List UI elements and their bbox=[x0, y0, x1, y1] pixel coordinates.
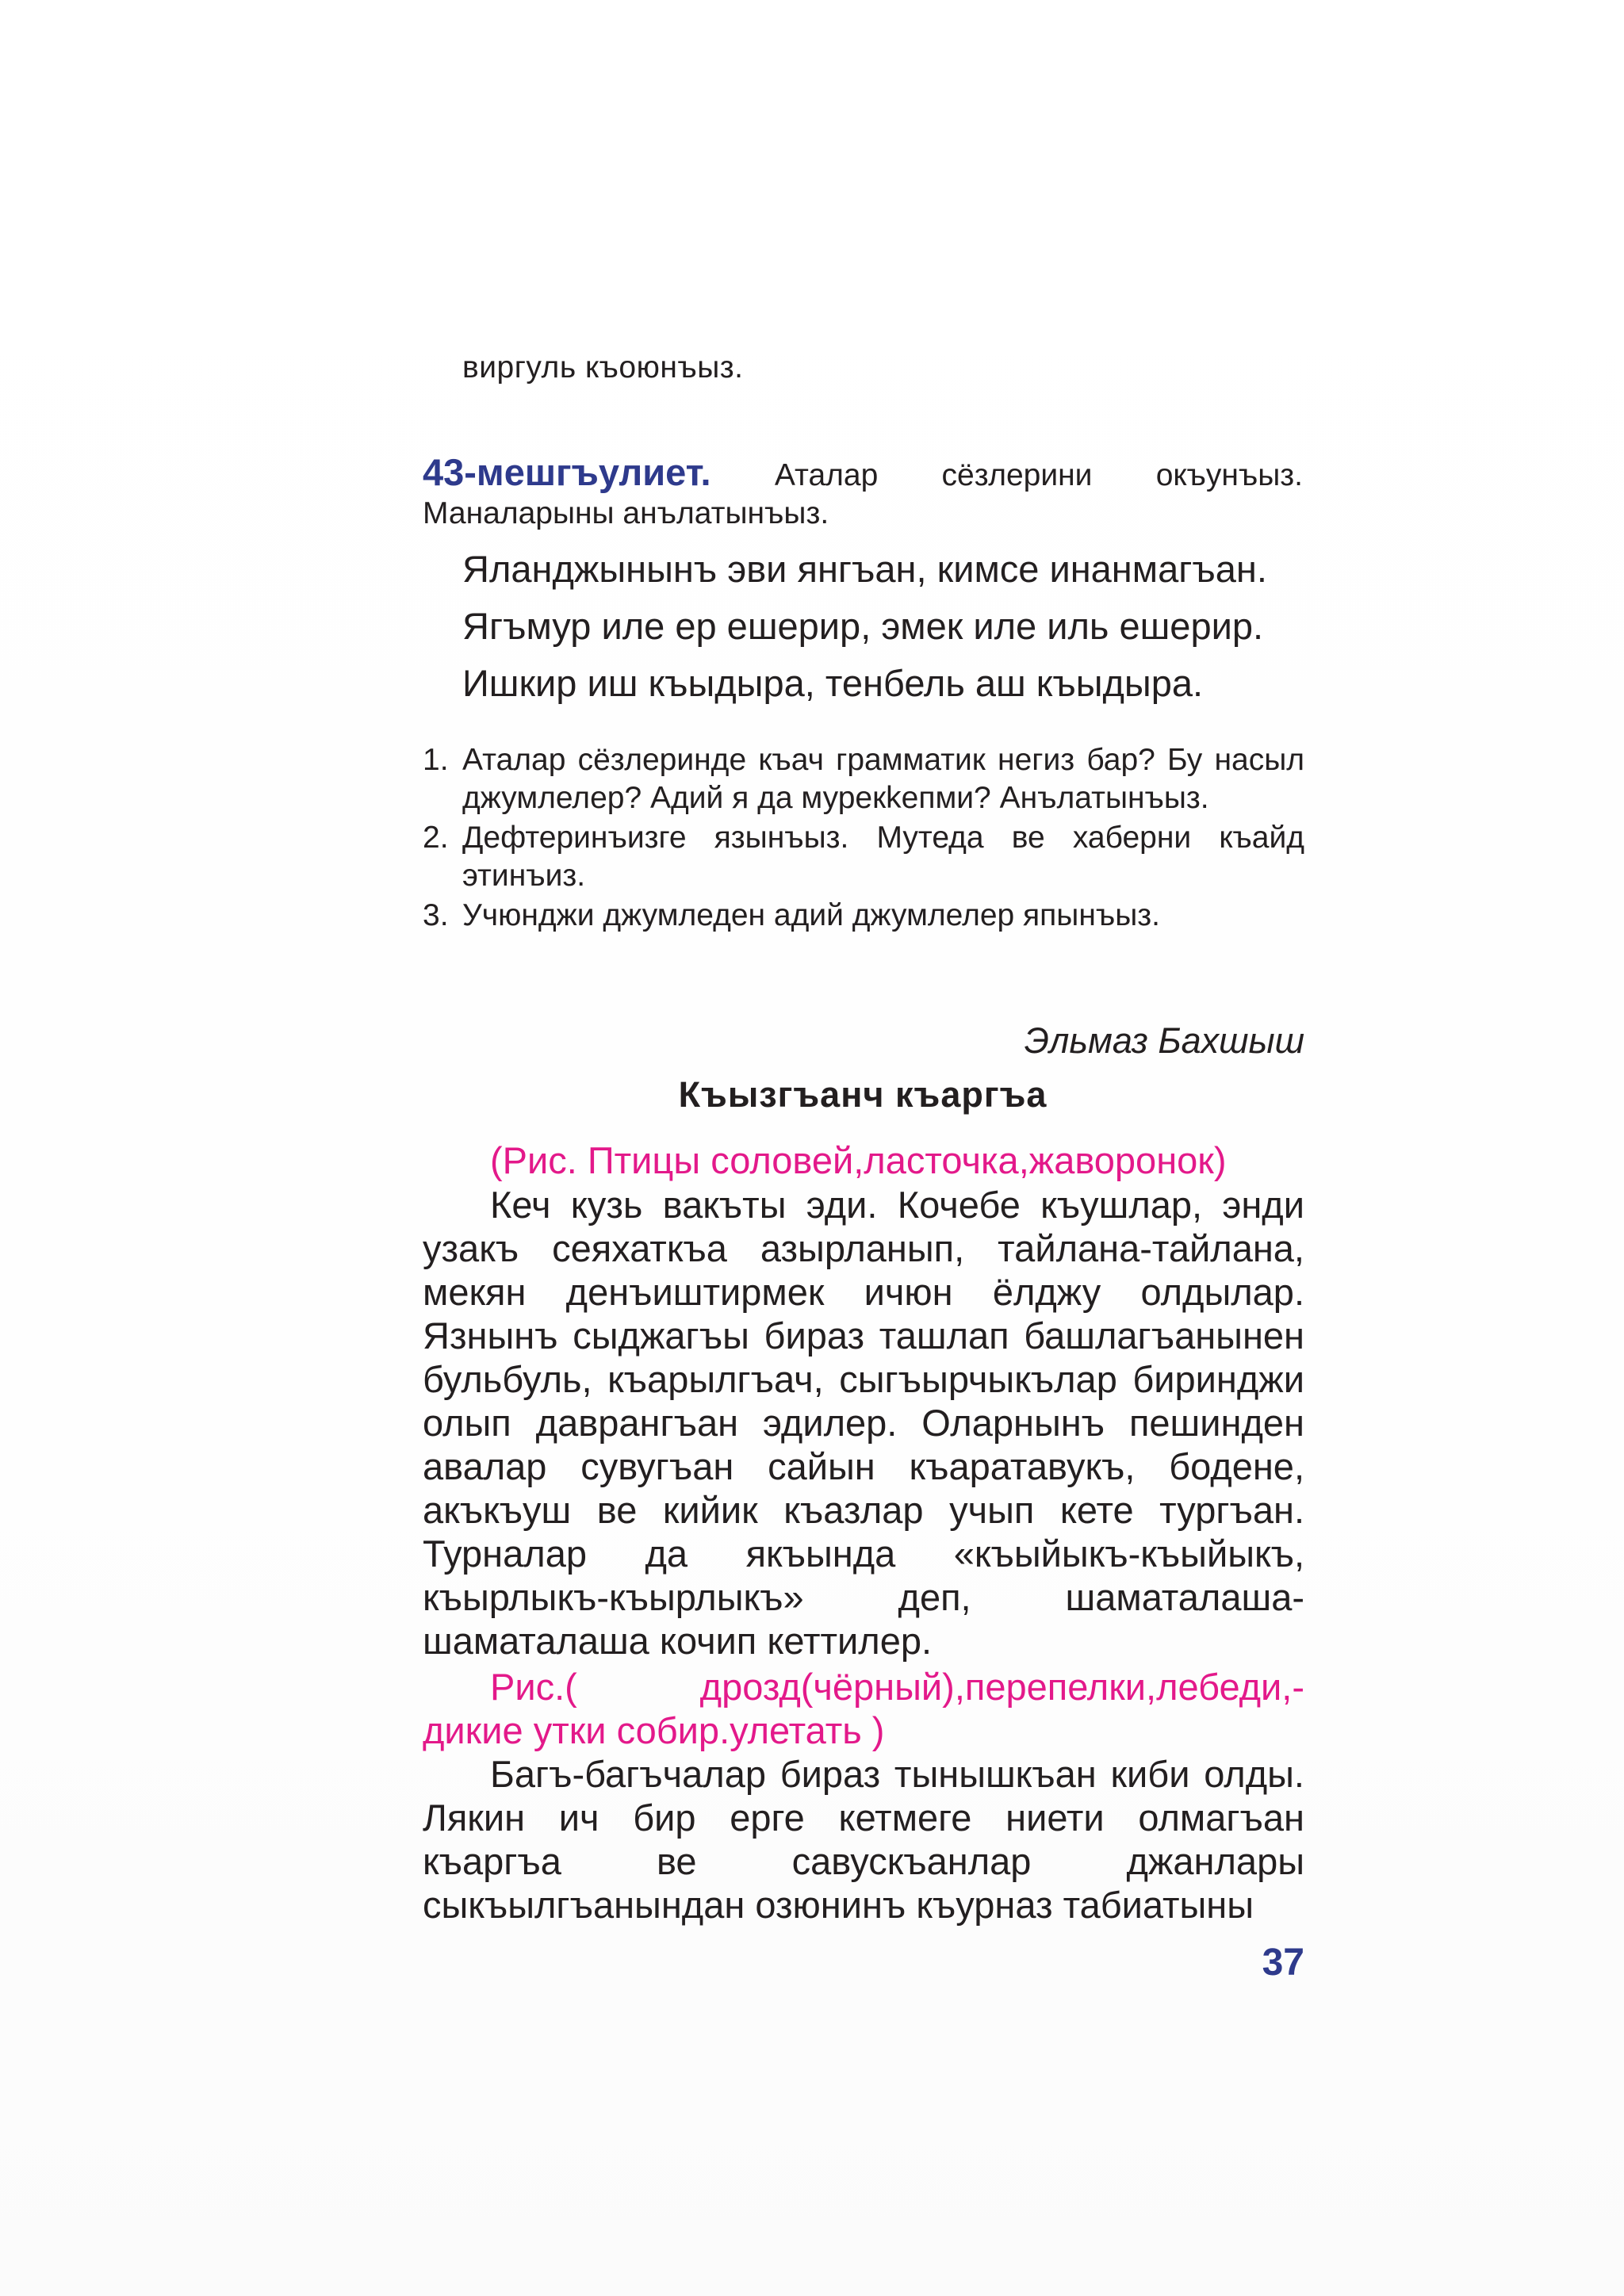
task-item bbox=[423, 897, 1304, 935]
proverb-line: Яланджынынъ эви янгъан, кимсе инанмагъан. bbox=[462, 548, 1267, 590]
story-title: Къызгъанч къаргъа bbox=[678, 1074, 1048, 1115]
proverb-line: Ишкир иш къыдыра, тенбель аш къыдыра. bbox=[462, 662, 1204, 704]
exercise-instruction: Аталар сёзлерини окъунъыз. Маналарыны анълатынъыз. bbox=[423, 458, 1303, 530]
task-item bbox=[423, 819, 1304, 895]
illustration-note: (Рис. Птицы соловей,ласточка,жаворонок) bbox=[490, 1139, 1227, 1181]
task-list bbox=[423, 741, 1304, 936]
task-item bbox=[423, 741, 1304, 817]
task-text: Дефтеринъизге язынъыз. Мутеда ве хаберни къайд этинъиз. bbox=[462, 821, 1304, 893]
note-part: Рис.( bbox=[490, 1666, 577, 1708]
illustration-note bbox=[423, 1665, 1304, 1752]
exercise-number: 43-мешгъулиет. bbox=[423, 451, 711, 493]
illustration-note-line: дикие утки собир.улетать ) bbox=[423, 1709, 885, 1751]
exercise-heading bbox=[423, 453, 1303, 533]
note-part: дрозд(чёрный),перепелки,лебеди,- bbox=[699, 1666, 1304, 1708]
proverb-line: Ягъмур иле ер ешерир, эмек иле иль ешерир. bbox=[462, 605, 1264, 647]
story-author: Эльмаз Бахшыш bbox=[1024, 1020, 1304, 1061]
paragraph-text: Кеч кузь вакъты эди. Кочебе къушлар, энди узакъ сеяхаткъа азырланып, тайлана-тайлана, мекян денъиштирмек ичюн ёлджу олдылар. Язнынъ сыджагъы бираз ташлап башлагъанынен бульбуль, къарылгъач, сыгъырчыкълар биринджи олып даврангъан эдилер. Оларнынъ пешинден авалар сувугъан сайын къаратавукъ, бодене, акъкъуш ве кийик къазлар учып кете тургъан. Турналар да якъында «къыйыкъ-къыйыкъ, къырлыкъ-къырлыкъ» деп, шаматалаша-шаматалаша кочип кеттилер. bbox=[423, 1184, 1304, 1662]
task-text: Аталар сёзлеринде къач грамматик негиз бар? Бу насыл джумлелер? Адий я да мурекkепми? Анълатынъыз. bbox=[462, 743, 1304, 815]
paragraph-text: Багъ-багъчалар бираз тынышкъан киби олды. Лякин ич бир ерге кетмеге ниети олмагъан къаргъа ве савускъанлар джанлары сыкъылгъанындан озюнинъ къурназ табиатыны bbox=[423, 1753, 1304, 1926]
task-number: 2. bbox=[423, 821, 449, 855]
task-text: Учюнджи джумледен адий джумлелер япынъыз. bbox=[462, 898, 1160, 932]
proverb-list bbox=[462, 547, 1303, 718]
illustration-note-line bbox=[423, 1665, 1304, 1709]
story-paragraph bbox=[423, 1752, 1304, 1927]
task-number: 1. bbox=[423, 743, 449, 777]
story-paragraph bbox=[423, 1183, 1304, 1663]
page-number: 37 bbox=[1262, 1942, 1304, 1984]
task-number: 3. bbox=[423, 898, 449, 932]
continued-text-line: виргуль къоюнъыз. bbox=[462, 350, 744, 385]
